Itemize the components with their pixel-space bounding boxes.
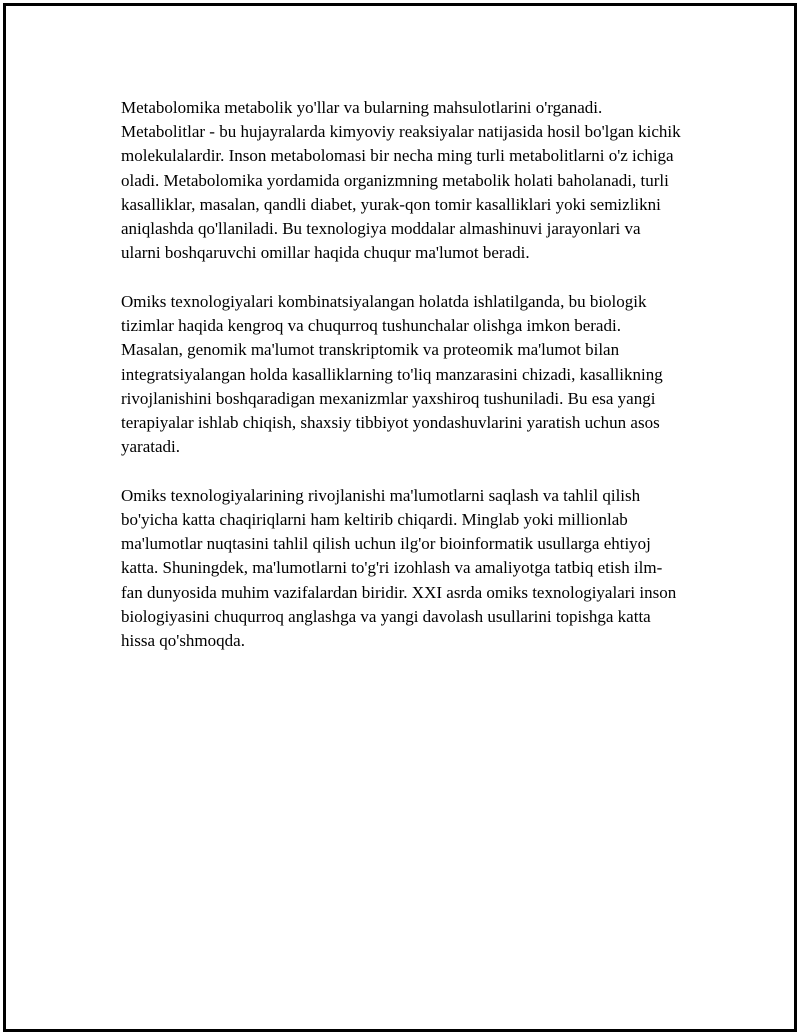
paragraph-omics-challenges: Omiks texnologiyalarining rivojlanishi ma'lumotlarni saqlash va tahlil qilish bo'yicha katta chaqiriqlarni ham keltirib chiqardi. Minglab yoki millionlab ma'lumotlar nuqtasini tahlil qilish uchun ilg'or bioinformatik usullarga ehtiyoj katta. Shuningdek, ma'lumotlarni to'g'ri izohlash va amaliyotga tatbiq etish ilm-fan dunyosida muhim vazifalardan biridir. XXI asrda omiks texnologiyalari inson biologiyasini chuqurroq anglashga va yangi davolash usullarini topishga katta hissa qo'shmoqda. — [121, 485, 677, 651]
document-page — [3, 3, 797, 1032]
paragraph-metabolomics: Metabolomika metabolik yo'llar va bularning mahsulotlarini o'rganadi. Metabolitlar - bu hujayralarda kimyoviy reaksiyalar natijasida hosil bo'lgan kichik molekulalardir. Inson metabolomasi bir necha ming turli metabolitlarni o'z ichiga oladi. Metabolomika yordamida organizmning metabolik holati baholanadi, turli kasalliklar, masalan, qandli diabet, yurak-qon tomir kasalliklari yoki semizlikni aniqlashda qo'llaniladi. Bu texnologiya moddalar almashinuvi jarayonlari va ularni boshqaruvchi omillar haqida chuqur ma'lumot beradi. — [121, 98, 681, 263]
document-body — [121, 96, 681, 678]
paragraph-omics-integration: Omiks texnologiyalari kombinatsiyalangan holatda ishlatilganda, bu biologik tizimlar haqida kengroq va chuqurroq tushunchalar olishga imkon beradi. Masalan, genomik ma'lumot transkriptomik va proteomik ma'lumot bilan integratsiyalangan holda kasalliklarning to'liq manzarasini chizadi, kasallikning rivojlanishini boshqaradigan mexanizmlar yaxshiroq tushuniladi. Bu esa yangi terapiyalar ishlab chiqish, shaxsiy tibbiyot yondashuvlarini yaratish uchun asos yaratadi. — [121, 291, 663, 457]
